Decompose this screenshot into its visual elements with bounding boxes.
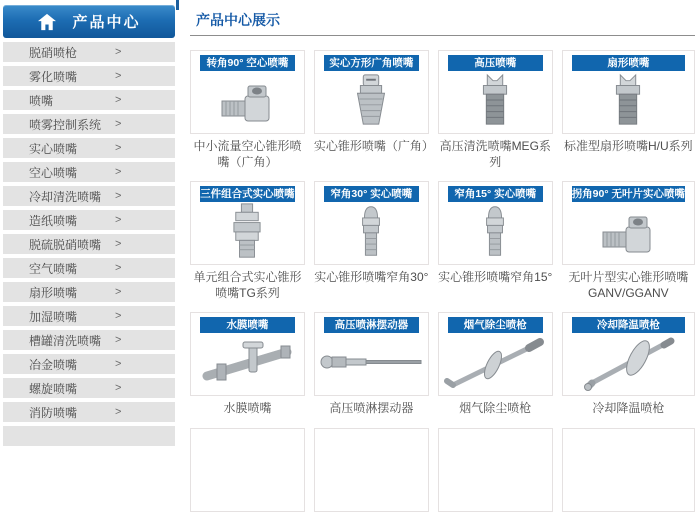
product-cell-partial [190, 428, 305, 512]
product-caption[interactable]: 单元组合式实心锥形喷嘴TG系列 [193, 270, 302, 300]
sidebar-item[interactable] [3, 234, 175, 254]
wand-image [315, 333, 428, 391]
product-caption[interactable]: 烟气除尘喷枪 [459, 401, 532, 416]
sidebar-item-label: 造纸喷嘴 [29, 213, 78, 228]
product-badge: 实心方形广角喷嘴 [324, 55, 419, 71]
product-cell [438, 312, 553, 417]
chevron-right-icon: > [115, 118, 122, 130]
sidebar-header[interactable] [3, 5, 175, 38]
product-cell-partial [314, 428, 429, 512]
chevron-right-icon: > [115, 310, 122, 322]
sidebar-item-label: 螺旋喷嘴 [29, 381, 78, 396]
product-badge: 高压喷嘴 [448, 55, 543, 71]
sidebar-item-label: 消防喷嘴 [29, 405, 78, 420]
product-caption[interactable]: 标准型扇形喷嘴H/U系列 [564, 139, 693, 153]
product-badge: 高压喷淋摆动器 [324, 317, 419, 333]
chevron-right-icon: > [115, 46, 122, 58]
elbow-nozzle-image [191, 71, 304, 129]
sidebar-item-partial[interactable] [3, 426, 175, 446]
product-card[interactable] [562, 312, 695, 396]
product-cell [562, 181, 695, 301]
elbow-nozzle-image [563, 202, 694, 260]
product-cell-partial [562, 428, 695, 512]
sidebar-item-label: 空气喷嘴 [29, 261, 78, 276]
sidebar-item[interactable] [3, 330, 175, 350]
chevron-right-icon: > [115, 358, 122, 370]
product-cell [190, 181, 305, 301]
sidebar-item-label: 喷嘴 [29, 93, 54, 108]
product-badge: 窄角15° 实心喷嘴 [448, 186, 543, 202]
product-card[interactable] [438, 181, 553, 265]
product-caption[interactable]: 高压喷淋摆动器 [329, 401, 414, 416]
product-cell [438, 50, 553, 170]
chevron-right-icon: > [115, 190, 122, 202]
sidebar-item[interactable] [3, 114, 175, 134]
product-card[interactable] [314, 181, 429, 265]
product-card-partial[interactable] [314, 428, 429, 512]
stack-nozzle-image [191, 202, 304, 260]
sidebar-item[interactable] [3, 306, 175, 326]
sidebar-item[interactable] [3, 258, 175, 278]
product-cell [314, 312, 429, 417]
sidebar-item[interactable] [3, 66, 175, 86]
product-badge: 窄角30° 实心喷嘴 [324, 186, 419, 202]
product-badge: 冷却降温喷枪 [572, 317, 685, 333]
lance-short-image [191, 333, 304, 391]
lance-long-image [439, 333, 552, 391]
product-badge: 水膜喷嘴 [200, 317, 295, 333]
product-caption[interactable]: 冷却降温喷枪 [592, 401, 665, 416]
chevron-right-icon: > [115, 94, 122, 106]
product-card[interactable] [314, 312, 429, 396]
lance-flange-image [563, 333, 694, 391]
sidebar-item[interactable] [3, 138, 175, 158]
product-caption[interactable]: 水膜喷嘴 [223, 401, 272, 416]
bullet-nozzle-image [315, 202, 428, 260]
bullet-nozzle-image [439, 202, 552, 260]
product-card-partial[interactable] [190, 428, 305, 512]
product-card-partial[interactable] [438, 428, 553, 512]
product-cell [562, 50, 695, 170]
product-card[interactable] [438, 50, 553, 134]
sidebar-item[interactable] [3, 186, 175, 206]
sidebar-item-label: 喷雾控制系统 [29, 117, 102, 132]
sidebar-item[interactable] [3, 378, 175, 398]
flat-nozzle-image [439, 71, 552, 129]
product-card[interactable] [562, 181, 695, 265]
product-caption[interactable]: 无叶片型实心锥形喷嘴GANV/GGANV [568, 270, 689, 300]
chevron-right-icon: > [115, 214, 122, 226]
chevron-right-icon: > [115, 70, 122, 82]
chevron-right-icon: > [115, 262, 122, 274]
product-badge: 三件组合式实心喷嘴 [200, 188, 295, 201]
sidebar-item-label: 脱硫脱硝喷嘴 [29, 237, 102, 252]
product-caption[interactable]: 中小流量空心锥形喷嘴（广角） [193, 139, 302, 169]
chevron-right-icon: > [115, 238, 122, 250]
product-card[interactable] [438, 312, 553, 396]
product-caption[interactable]: 实心锥形喷嘴窄角30° [314, 270, 429, 285]
product-badge: 转角90° 空心喷嘴 [200, 55, 295, 71]
main-content [190, 0, 695, 523]
sidebar-item-label: 雾化喷嘴 [29, 69, 78, 84]
sidebar-item-label: 冷却清洗喷嘴 [29, 189, 102, 204]
product-cell [313, 50, 434, 170]
sidebar-item-label: 扇形喷嘴 [29, 285, 78, 300]
product-caption[interactable]: 实心锥形喷嘴（广角） [313, 139, 434, 153]
product-badge: 烟气除尘喷枪 [448, 317, 543, 333]
product-cell [190, 50, 305, 170]
product-cell [190, 312, 305, 417]
product-card[interactable] [190, 312, 305, 396]
chevron-right-icon: > [115, 286, 122, 298]
chevron-right-icon: > [115, 166, 122, 178]
sidebar-item[interactable] [3, 354, 175, 374]
home-icon [37, 13, 57, 31]
product-cell [314, 181, 429, 301]
sidebar-title: 产品中心 [72, 14, 141, 31]
product-badge: 拐角90° 无叶片实心喷嘴 [571, 188, 685, 201]
sidebar-item-label: 冶金喷嘴 [29, 357, 78, 372]
sidebar-item[interactable] [3, 90, 175, 110]
chevron-right-icon: > [115, 334, 122, 346]
sidebar-item[interactable] [3, 210, 175, 230]
product-cell [562, 312, 695, 417]
product-caption[interactable]: 实心锥形喷嘴窄角15° [438, 270, 553, 285]
product-card[interactable] [190, 181, 305, 265]
product-card-partial[interactable] [562, 428, 695, 512]
sidebar-item-label: 加湿喷嘴 [29, 309, 78, 324]
sidebar-item-label: 槽罐清洗喷嘴 [29, 333, 102, 348]
product-card[interactable] [562, 50, 695, 134]
sidebar-item[interactable] [3, 42, 175, 62]
chevron-right-icon: > [115, 406, 122, 418]
sidebar-item-label: 实心喷嘴 [29, 141, 78, 156]
sidebar [3, 5, 175, 446]
product-badge: 扇形喷嘴 [572, 55, 685, 71]
sidebar-item[interactable] [3, 162, 175, 182]
chevron-right-icon: > [115, 382, 122, 394]
sidebar-item[interactable] [3, 402, 175, 422]
product-cell [438, 181, 553, 301]
product-grid [190, 50, 695, 523]
sidebar-list [3, 42, 175, 446]
product-cell-partial [438, 428, 553, 512]
page-title: 产品中心展示 [196, 12, 280, 28]
flat-nozzle-image [563, 71, 694, 129]
sidebar-item[interactable] [3, 282, 175, 302]
product-card[interactable] [314, 50, 429, 134]
product-caption[interactable]: 高压清洗喷嘴MEG系列 [439, 139, 551, 169]
product-card[interactable] [190, 50, 305, 134]
chevron-right-icon: > [115, 142, 122, 154]
sidebar-item-label: 脱硝喷枪 [29, 45, 78, 60]
sidebar-item-label: 空心喷嘴 [29, 165, 78, 180]
accent-bar [176, 0, 179, 10]
title-divider [190, 35, 695, 36]
cone-nozzle-image [315, 71, 428, 129]
